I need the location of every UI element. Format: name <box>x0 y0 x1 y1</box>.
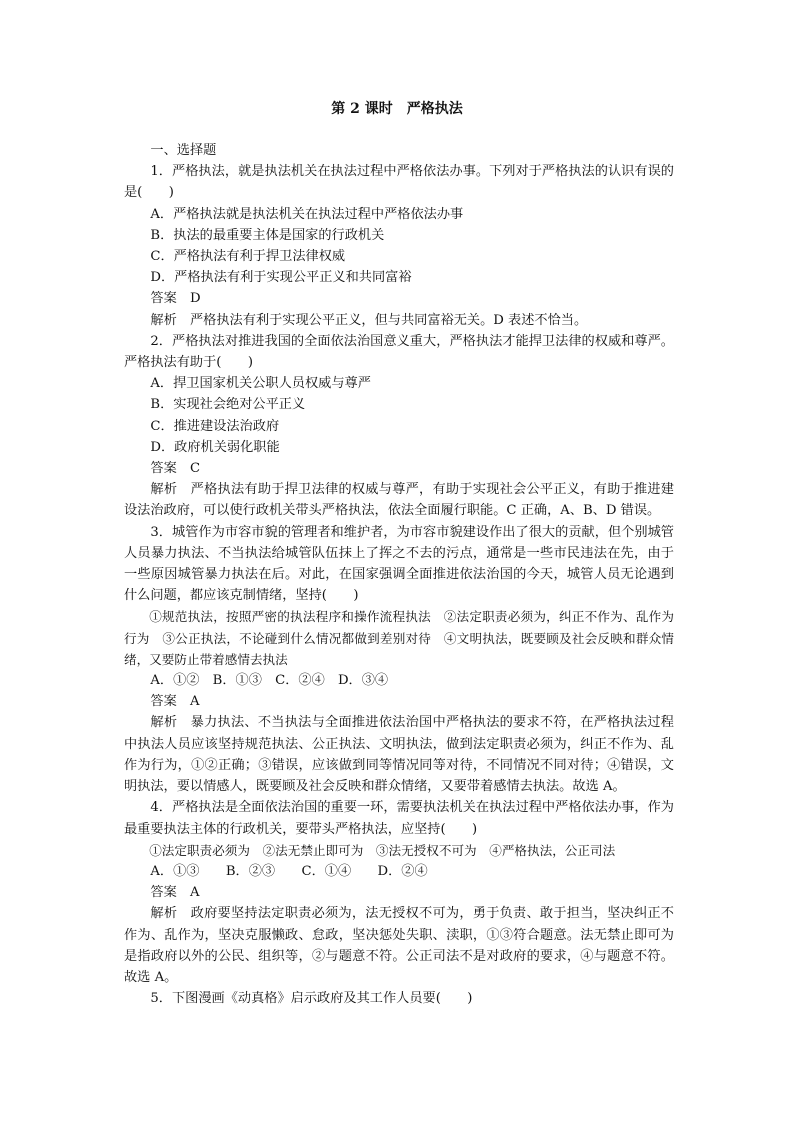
option-d: D．严格执法有利于实现公平正义和共同富裕 <box>150 270 412 286</box>
choices: A．①② B．①③ C．②④ D．③④ <box>150 673 389 689</box>
analysis: 解析 严格执法有助于捍卫法律的权威与尊严，有助于实现社会公平正义，有助于推进建设法治政府，可以使行政机关带头严格执法，依法全面履行职能。C 正确，A、B、D 错误。 <box>124 482 674 519</box>
document-body <box>124 140 674 1009</box>
analysis: 解析 暴力执法、不当执法与全面推进依法治国中严格执法的要求不符，在严格执法过程中执法人员应该坚持规范执法、公正执法、文明执法，做到法定职责必须为，纠正不作为、乱作为行为，①②正确；③错误，应该做到同等情况同等对待，不同情况不同对待；④错误，文明执法，要以情感人，既要顾及社会反映和群众情绪，又要带着感情去执法。故选 A。 <box>124 715 674 795</box>
section-heading: 一、选择题 <box>150 143 217 158</box>
question-stem: 1．严格执法，就是执法机关在执法过程中严格依法办事。下列对于严格执法的认识有误的是( ) <box>124 164 674 201</box>
option-d: D．政府机关弱化职能 <box>150 439 280 455</box>
question-5 <box>124 988 674 1009</box>
answer: 答案 D <box>150 291 201 307</box>
option-c: C．严格执法有利于捍卫法律权威 <box>150 249 346 265</box>
statements: ①规范执法，按照严密的执法程序和操作流程执法 ②法定职责必须为，纠正不作为、乱作为行为 ③公正执法，不论碰到什么情况都做到差别对待 ④文明执法，既要顾及社会反映和群众情绪，又要防止带着感情去执法 <box>124 609 674 667</box>
question-stem: 3．城管作为市容市貌的管理者和维护者，为市容市貌建设作出了很大的贡献，但个别城管人员暴力执法、不当执法给城管队伍抹上了挥之不去的污点，通常是一些市民违法在先，由于一些原因城管暴力执法在后。对此，在国家强调全面推进依法治国的今天，城管人员无论遇到什么问题，都应该克制情绪，坚持( ) <box>124 524 674 604</box>
question-2 <box>124 331 674 522</box>
page-title: 第 2 课时 严格执法 <box>331 101 463 117</box>
answer: 答案 A <box>150 694 200 710</box>
analysis: 解析 政府要坚持法定职责必须为，法无授权不可为，勇于负责、敢于担当，坚决纠正不作为、乱作为，坚决克服懒政、怠政，坚决惩处失职、渎职，①③符合题意。法无禁止即可为是指政府以外的公民、组织等，②与题意不符。公正司法不是对政府的要求，④与题意不符。故选 A。 <box>124 906 674 985</box>
choices: A．①③ B．②③ C．①④ D．②④ <box>150 863 428 879</box>
question-4 <box>124 797 674 988</box>
question-stem: 4．严格执法是全面依法治国的重要一环，需要执法机关在执法过程中严格依法办事，作为最重要执法主体的行政机关，要带头严格执法，应坚持( ) <box>124 800 674 837</box>
option-a: A．捍卫国家机关公职人员权威与尊严 <box>150 376 371 392</box>
analysis: 解析 严格执法有利于实现公平正义，但与共同富裕无关。D 表述不恰当。 <box>150 312 588 328</box>
question-1 <box>124 161 674 331</box>
answer: 答案 A <box>150 885 200 901</box>
option-b: B．执法的最重要主体是国家的行政机关 <box>150 227 385 243</box>
statements: ①法定职责必须为 ②法无禁止即可为 ③法无授权不可为 ④严格执法，公正司法 <box>149 842 616 858</box>
answer: 答案 C <box>150 461 201 477</box>
option-a: A．严格执法就是执法机关在执法过程中严格依法办事 <box>150 206 464 222</box>
question-stem: 5．下图漫画《动真格》启示政府及其工作人员要( ) <box>150 991 473 1007</box>
question-stem: 2．严格执法对推进我国的全面依法治国意义重大，严格执法才能捍卫法律的权威和尊严。严格执法有助于( ) <box>124 333 674 371</box>
option-c: C．推进建设法治政府 <box>150 418 280 434</box>
question-3 <box>124 522 674 798</box>
option-b: B．实现社会绝对公平正义 <box>150 397 306 413</box>
